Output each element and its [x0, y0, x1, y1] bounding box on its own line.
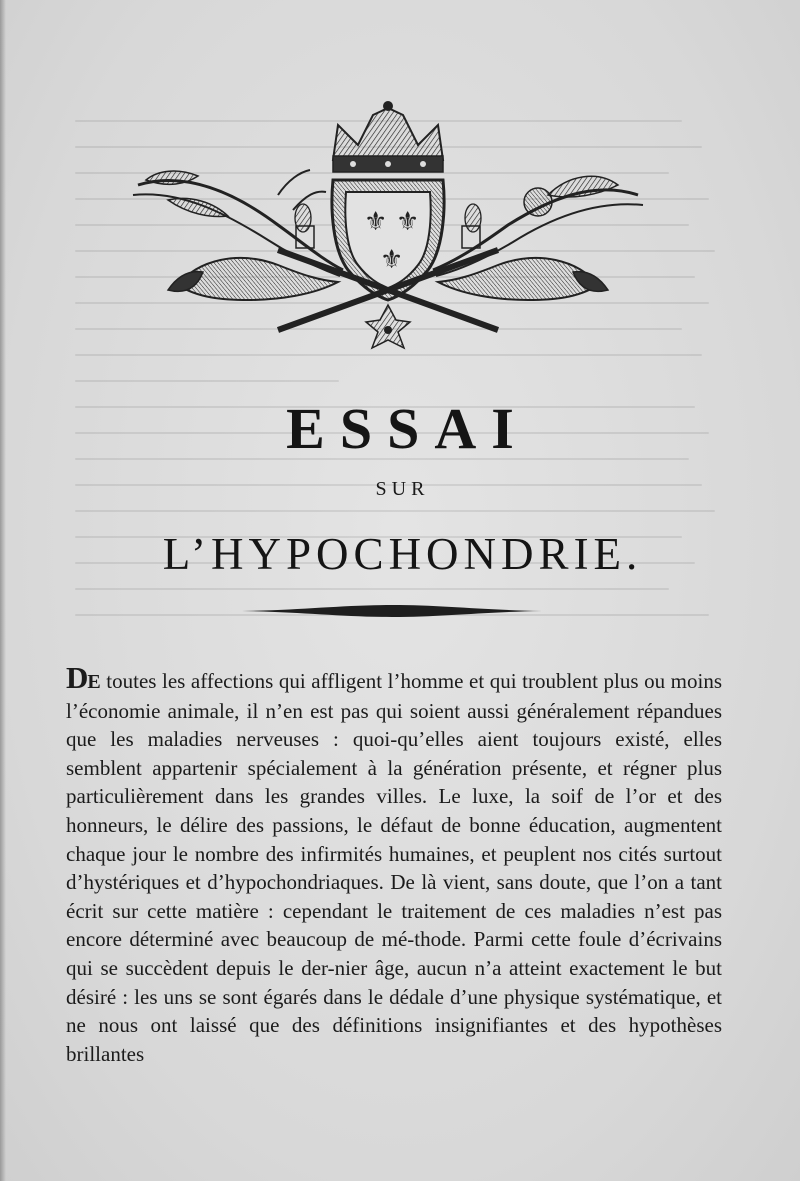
svg-text:⚜: ⚜ [380, 245, 404, 275]
page-edge-shadow [0, 0, 6, 1181]
ornamental-rule [242, 604, 542, 618]
title-main: ESSAI [286, 396, 529, 461]
shield-icon [332, 180, 444, 300]
svg-text:⚜: ⚜ [396, 207, 420, 237]
title-connector: SUR [375, 478, 430, 500]
crown-icon [333, 101, 443, 172]
royal-coat-of-arms-icon [128, 100, 648, 365]
svg-text:⚜: ⚜ [364, 207, 388, 237]
drop-cap: D [66, 660, 88, 695]
body-paragraph [66, 662, 722, 1068]
title-subject: L’HYPOCHONDRIE. [162, 529, 643, 579]
order-cross-icon [366, 305, 410, 348]
left-flourish-icon [133, 170, 343, 300]
drop-cap-rest: E [87, 671, 101, 693]
paragraph-text: toutes les affections qui affligent l’homme et qui troublent plus ou moins l’économie animale, il n’en est pas qui soient aussi généralement répandues que les maladies nerveuses : quoi-qu’elles aient toujours existé, elles semblent appartenir spécialement à la génération présente, et régner plus particulièrement dans les grandes villes. Le luxe, la soif de l’or et des honneurs, le délire des passions, le défaut de bonne éducation, augmentent chaque jour le nombre des infirmités humaines, et peuplent nos cités surtout d’hystériques et d’hypochondriaques. De là vient, sans doute, que l’on a tant écrit sur cette matière : cependant le traitement de ces maladies n’est pas encore déterminé avec beaucoup de mé-thode. Parmi cette foule d’écrivains qui se succèdent depuis le der-nier âge, aucun n’a atteint exactement le but désiré : les uns se sont égarés dans le dédale d’une physique systématique, et ne nous ont laissé que des définitions insignifiantes et des hypothèses brillantes [66, 669, 722, 1066]
right-flourish-icon [433, 176, 643, 300]
